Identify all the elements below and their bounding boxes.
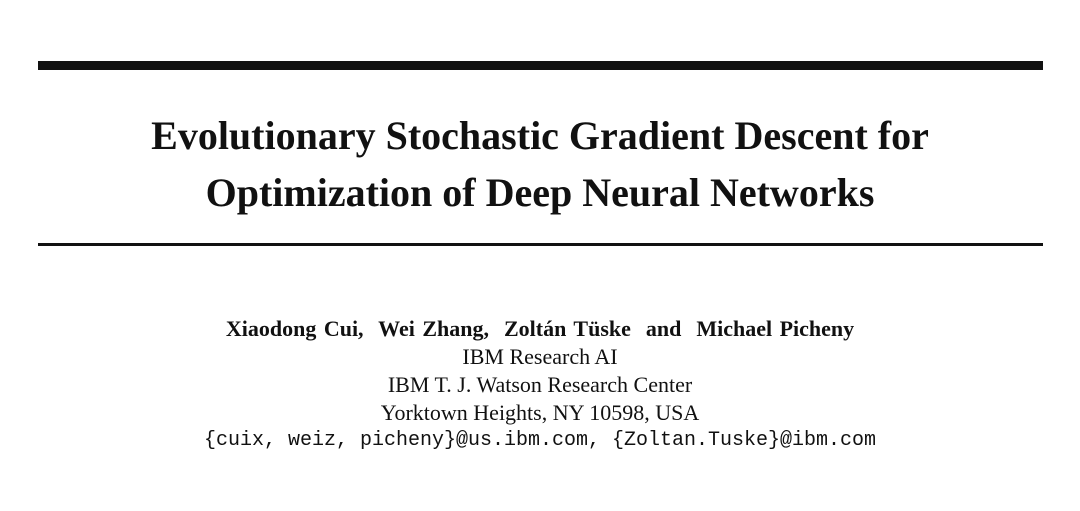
affiliation-line-1: IBM Research AI [462,344,618,369]
author-emails: {cuix, weiz, picheny}@us.ibm.com, {Zoltan.Tuske}@ibm.com [203,429,877,452]
paper-title [0,107,1080,221]
title-line-1: Evolutionary Stochastic Gradient Descent for [151,113,929,158]
affiliation-line-2: IBM T. J. Watson Research Center [387,372,693,397]
bottom-rule [38,243,1043,246]
top-rule [38,61,1043,70]
author-block [0,315,1080,455]
affiliation-line-3: Yorktown Heights, NY 10598, USA [380,400,700,425]
author-names: Xiaodong Cui, Wei Zhang, Zoltán Tüske and Michael Picheny [225,316,855,341]
title-line-2: Optimization of Deep Neural Networks [205,170,875,215]
